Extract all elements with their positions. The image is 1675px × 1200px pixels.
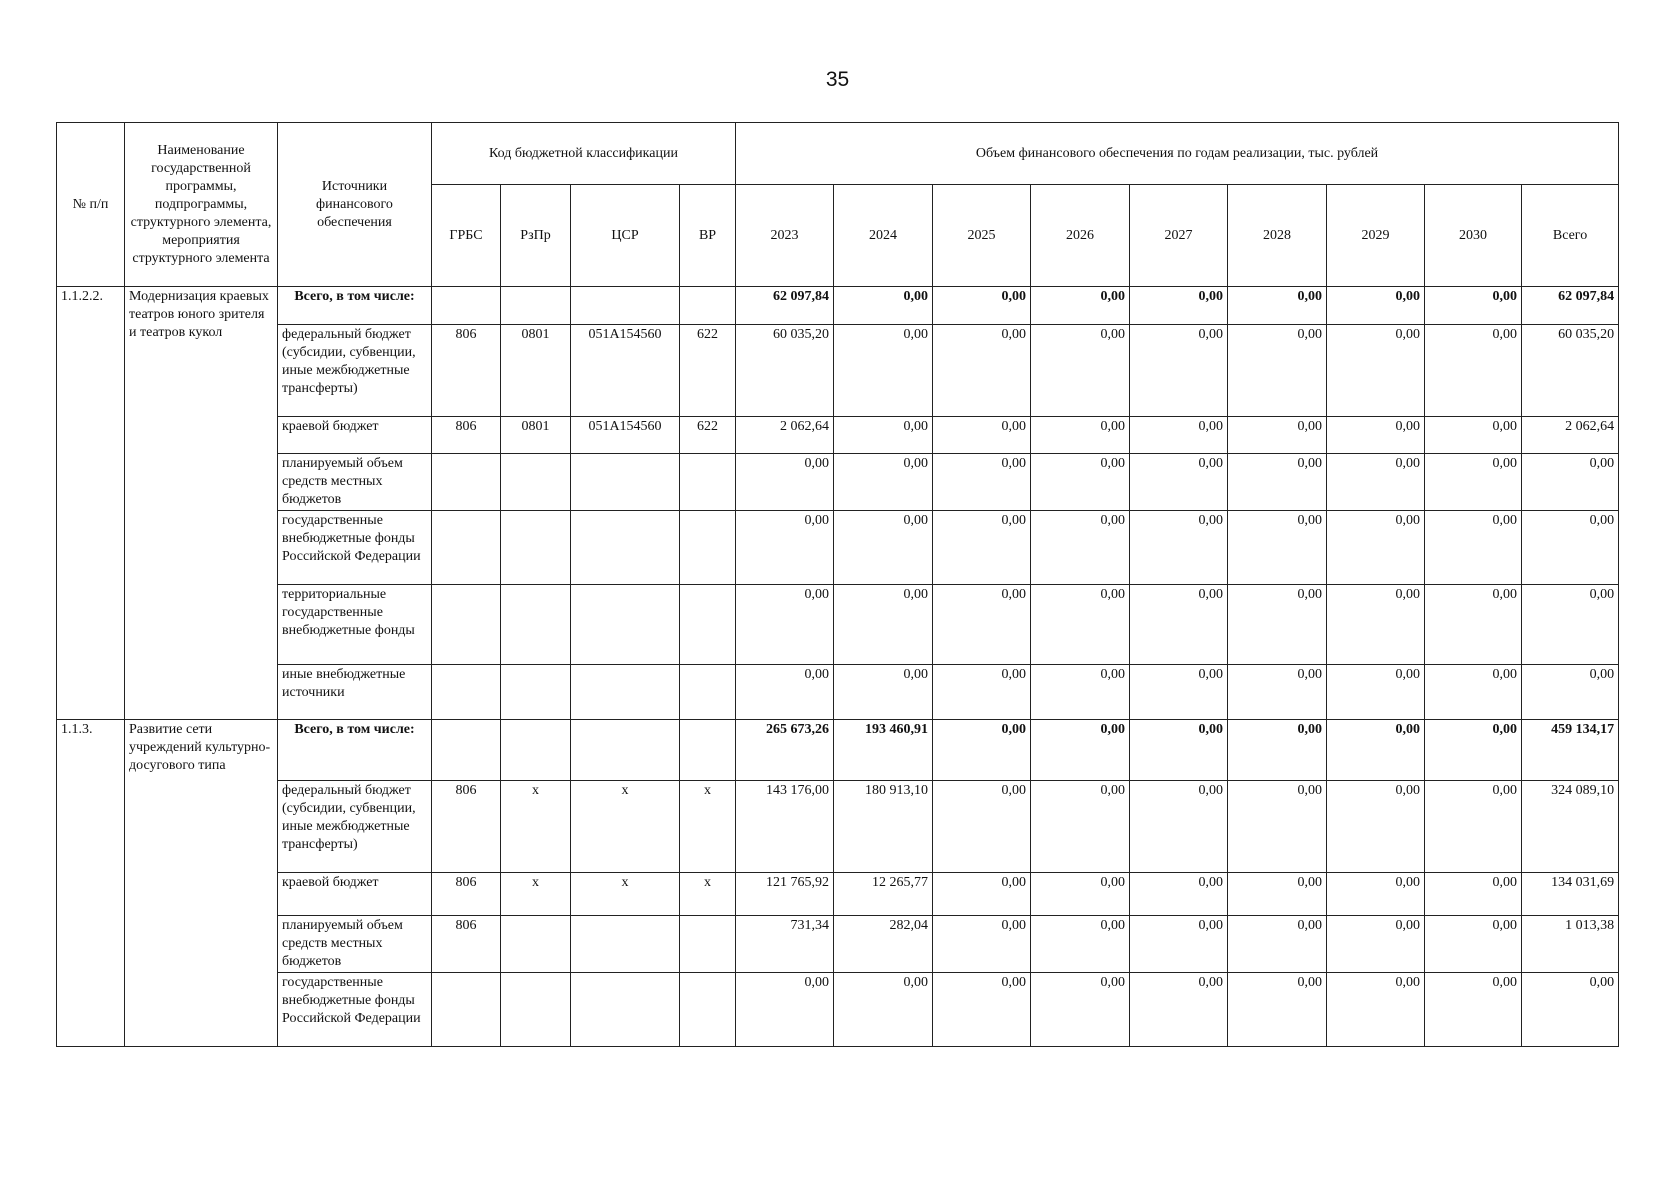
- code-vr: [680, 916, 736, 973]
- value-year-2023: 60 035,20: [736, 325, 834, 417]
- header-year-2026: 2026: [1031, 185, 1130, 287]
- value-year-2027: 0,00: [1130, 916, 1228, 973]
- value-total: 0,00: [1522, 585, 1619, 665]
- table-row: [57, 417, 1619, 454]
- header-csr: ЦСР: [571, 185, 680, 287]
- value-year-2025: 0,00: [933, 287, 1031, 325]
- value-year-2025: 0,00: [933, 781, 1031, 873]
- value-year-2028: 0,00: [1228, 873, 1327, 916]
- table-row: [57, 325, 1619, 417]
- value-year-2028: 0,00: [1228, 454, 1327, 511]
- value-year-2028: 0,00: [1228, 720, 1327, 781]
- value-year-2029: 0,00: [1327, 287, 1425, 325]
- code-rzpr: 0801: [501, 325, 571, 417]
- code-csr: 051A154560: [571, 325, 680, 417]
- code-vr: [680, 454, 736, 511]
- code-rzpr: [501, 973, 571, 1047]
- value-year-2030: 0,00: [1425, 585, 1522, 665]
- value-year-2025: 0,00: [933, 325, 1031, 417]
- section-number: 1.1.3.: [57, 720, 125, 1047]
- value-year-2030: 0,00: [1425, 973, 1522, 1047]
- funding-source: государственные внебюджетные фонды Российской Федерации: [278, 511, 432, 585]
- funding-source: федеральный бюджет (субсидии, субвенции, иные межбюджетные трансферты): [278, 325, 432, 417]
- value-year-2029: 0,00: [1327, 454, 1425, 511]
- header-rzpr: РзПр: [501, 185, 571, 287]
- table-row: [57, 454, 1619, 511]
- code-grbs: [432, 973, 501, 1047]
- value-year-2024: 0,00: [834, 417, 933, 454]
- value-year-2025: 0,00: [933, 873, 1031, 916]
- value-year-2029: 0,00: [1327, 720, 1425, 781]
- header-year-2024: 2024: [834, 185, 933, 287]
- code-grbs: [432, 454, 501, 511]
- code-rzpr: х: [501, 873, 571, 916]
- value-year-2026: 0,00: [1031, 665, 1130, 720]
- value-year-2023: 265 673,26: [736, 720, 834, 781]
- code-vr: [680, 973, 736, 1047]
- value-year-2029: 0,00: [1327, 665, 1425, 720]
- header-year-2025: 2025: [933, 185, 1031, 287]
- value-year-2024: 12 265,77: [834, 873, 933, 916]
- funding-source: иные внебюджетные источники: [278, 665, 432, 720]
- code-rzpr: [501, 454, 571, 511]
- value-year-2027: 0,00: [1130, 454, 1228, 511]
- header-kbk: Код бюджетной классификации: [432, 123, 736, 185]
- code-rzpr: [501, 720, 571, 781]
- table-header: [57, 123, 1619, 287]
- header-total: Всего: [1522, 185, 1619, 287]
- funding-source: Всего, в том числе:: [278, 720, 432, 781]
- value-year-2024: 193 460,91: [834, 720, 933, 781]
- value-year-2030: 0,00: [1425, 665, 1522, 720]
- code-rzpr: [501, 916, 571, 973]
- section-name: Модернизация краевых театров юного зрителя и театров кукол: [125, 287, 278, 720]
- code-vr: х: [680, 781, 736, 873]
- table-row: [57, 511, 1619, 585]
- value-total: 324 089,10: [1522, 781, 1619, 873]
- table-row: [57, 585, 1619, 665]
- value-year-2029: 0,00: [1327, 511, 1425, 585]
- value-year-2026: 0,00: [1031, 916, 1130, 973]
- value-year-2026: 0,00: [1031, 454, 1130, 511]
- value-year-2030: 0,00: [1425, 287, 1522, 325]
- header-num: № п/п: [57, 123, 125, 287]
- value-year-2024: 0,00: [834, 665, 933, 720]
- value-year-2028: 0,00: [1228, 287, 1327, 325]
- value-total: 0,00: [1522, 454, 1619, 511]
- value-year-2028: 0,00: [1228, 973, 1327, 1047]
- code-grbs: 806: [432, 417, 501, 454]
- code-csr: [571, 665, 680, 720]
- value-year-2028: 0,00: [1228, 781, 1327, 873]
- code-grbs: 806: [432, 916, 501, 973]
- code-grbs: [432, 287, 501, 325]
- value-year-2030: 0,00: [1425, 916, 1522, 973]
- code-rzpr: х: [501, 781, 571, 873]
- value-year-2023: 0,00: [736, 454, 834, 511]
- value-year-2025: 0,00: [933, 973, 1031, 1047]
- code-grbs: 806: [432, 781, 501, 873]
- code-csr: [571, 973, 680, 1047]
- header-volume: Объем финансового обеспечения по годам реализации, тыс. рублей: [736, 123, 1619, 185]
- value-year-2025: 0,00: [933, 720, 1031, 781]
- value-year-2023: 143 176,00: [736, 781, 834, 873]
- table-row: [57, 781, 1619, 873]
- header-year-2027: 2027: [1130, 185, 1228, 287]
- value-year-2027: 0,00: [1130, 781, 1228, 873]
- value-year-2023: 2 062,64: [736, 417, 834, 454]
- value-year-2023: 121 765,92: [736, 873, 834, 916]
- value-year-2025: 0,00: [933, 665, 1031, 720]
- value-year-2028: 0,00: [1228, 665, 1327, 720]
- value-year-2024: 0,00: [834, 511, 933, 585]
- value-total: 0,00: [1522, 665, 1619, 720]
- value-year-2030: 0,00: [1425, 417, 1522, 454]
- value-total: 1 013,38: [1522, 916, 1619, 973]
- value-year-2027: 0,00: [1130, 325, 1228, 417]
- value-total: 60 035,20: [1522, 325, 1619, 417]
- value-year-2029: 0,00: [1327, 973, 1425, 1047]
- funding-source: территориальные государственные внебюджетные фонды: [278, 585, 432, 665]
- value-year-2028: 0,00: [1228, 325, 1327, 417]
- header-year-2028: 2028: [1228, 185, 1327, 287]
- table-row: [57, 873, 1619, 916]
- funding-source: планируемый объем средств местных бюджетов: [278, 454, 432, 511]
- value-year-2030: 0,00: [1425, 454, 1522, 511]
- value-year-2027: 0,00: [1130, 511, 1228, 585]
- value-year-2030: 0,00: [1425, 781, 1522, 873]
- code-rzpr: [501, 511, 571, 585]
- value-year-2025: 0,00: [933, 417, 1031, 454]
- value-year-2026: 0,00: [1031, 720, 1130, 781]
- value-year-2028: 0,00: [1228, 916, 1327, 973]
- table-row: [57, 720, 1619, 781]
- code-csr: [571, 511, 680, 585]
- funding-source: планируемый объем средств местных бюджетов: [278, 916, 432, 973]
- value-year-2024: 0,00: [834, 454, 933, 511]
- header-grbs: ГРБС: [432, 185, 501, 287]
- header-vr: ВР: [680, 185, 736, 287]
- header-year-2029: 2029: [1327, 185, 1425, 287]
- value-year-2024: 0,00: [834, 287, 933, 325]
- value-year-2028: 0,00: [1228, 511, 1327, 585]
- code-vr: 622: [680, 325, 736, 417]
- value-year-2030: 0,00: [1425, 873, 1522, 916]
- funding-source: краевой бюджет: [278, 417, 432, 454]
- funding-source: Всего, в том числе:: [278, 287, 432, 325]
- value-year-2028: 0,00: [1228, 417, 1327, 454]
- value-year-2024: 0,00: [834, 325, 933, 417]
- value-total: 62 097,84: [1522, 287, 1619, 325]
- table-row: [57, 665, 1619, 720]
- value-year-2025: 0,00: [933, 585, 1031, 665]
- code-grbs: [432, 720, 501, 781]
- funding-source: государственные внебюджетные фонды Российской Федерации: [278, 973, 432, 1047]
- code-vr: [680, 287, 736, 325]
- value-year-2027: 0,00: [1130, 873, 1228, 916]
- table-row: [57, 287, 1619, 325]
- value-year-2025: 0,00: [933, 916, 1031, 973]
- value-year-2029: 0,00: [1327, 325, 1425, 417]
- value-year-2026: 0,00: [1031, 511, 1130, 585]
- value-year-2027: 0,00: [1130, 417, 1228, 454]
- budget-table: [56, 122, 1619, 1047]
- code-rzpr: [501, 585, 571, 665]
- value-year-2023: 0,00: [736, 665, 834, 720]
- code-rzpr: [501, 287, 571, 325]
- value-total: 0,00: [1522, 973, 1619, 1047]
- value-year-2029: 0,00: [1327, 417, 1425, 454]
- value-year-2023: 62 097,84: [736, 287, 834, 325]
- code-vr: 622: [680, 417, 736, 454]
- value-year-2024: 0,00: [834, 585, 933, 665]
- value-year-2027: 0,00: [1130, 973, 1228, 1047]
- code-vr: х: [680, 873, 736, 916]
- value-year-2023: 0,00: [736, 511, 834, 585]
- value-year-2026: 0,00: [1031, 973, 1130, 1047]
- code-vr: [680, 511, 736, 585]
- value-year-2026: 0,00: [1031, 781, 1130, 873]
- value-year-2030: 0,00: [1425, 720, 1522, 781]
- code-csr: [571, 585, 680, 665]
- funding-source: краевой бюджет: [278, 873, 432, 916]
- value-year-2027: 0,00: [1130, 665, 1228, 720]
- value-year-2028: 0,00: [1228, 585, 1327, 665]
- header-year-2023: 2023: [736, 185, 834, 287]
- value-year-2027: 0,00: [1130, 585, 1228, 665]
- value-year-2029: 0,00: [1327, 873, 1425, 916]
- code-vr: [680, 665, 736, 720]
- value-year-2030: 0,00: [1425, 511, 1522, 585]
- code-csr: 051A154560: [571, 417, 680, 454]
- value-year-2029: 0,00: [1327, 916, 1425, 973]
- code-grbs: [432, 585, 501, 665]
- funding-source: федеральный бюджет (субсидии, субвенции, иные межбюджетные трансферты): [278, 781, 432, 873]
- value-year-2023: 731,34: [736, 916, 834, 973]
- value-year-2027: 0,00: [1130, 720, 1228, 781]
- page-number: 35: [825, 68, 850, 91]
- section-name: Развитие сети учреждений культурно-досугового типа: [125, 720, 278, 1047]
- value-year-2026: 0,00: [1031, 325, 1130, 417]
- value-year-2027: 0,00: [1130, 287, 1228, 325]
- value-year-2024: 282,04: [834, 916, 933, 973]
- value-year-2025: 0,00: [933, 454, 1031, 511]
- code-rzpr: 0801: [501, 417, 571, 454]
- value-year-2026: 0,00: [1031, 417, 1130, 454]
- table-body: [57, 287, 1619, 1047]
- code-grbs: 806: [432, 325, 501, 417]
- code-csr: [571, 720, 680, 781]
- value-year-2024: 0,00: [834, 973, 933, 1047]
- code-grbs: 806: [432, 873, 501, 916]
- value-year-2023: 0,00: [736, 585, 834, 665]
- value-total: 0,00: [1522, 511, 1619, 585]
- value-year-2023: 0,00: [736, 973, 834, 1047]
- value-year-2030: 0,00: [1425, 325, 1522, 417]
- value-year-2024: 180 913,10: [834, 781, 933, 873]
- header-year-2030: 2030: [1425, 185, 1522, 287]
- value-year-2025: 0,00: [933, 511, 1031, 585]
- value-total: 459 134,17: [1522, 720, 1619, 781]
- code-csr: [571, 454, 680, 511]
- code-grbs: [432, 511, 501, 585]
- table-row: [57, 973, 1619, 1047]
- table-row: [57, 916, 1619, 973]
- code-vr: [680, 720, 736, 781]
- code-csr: х: [571, 781, 680, 873]
- code-grbs: [432, 665, 501, 720]
- code-rzpr: [501, 665, 571, 720]
- code-vr: [680, 585, 736, 665]
- value-total: 2 062,64: [1522, 417, 1619, 454]
- section-number: 1.1.2.2.: [57, 287, 125, 720]
- value-year-2029: 0,00: [1327, 585, 1425, 665]
- code-csr: [571, 916, 680, 973]
- code-csr: [571, 287, 680, 325]
- value-year-2029: 0,00: [1327, 781, 1425, 873]
- header-sources: Источники финансового обеспечения: [278, 123, 432, 287]
- value-total: 134 031,69: [1522, 873, 1619, 916]
- value-year-2026: 0,00: [1031, 585, 1130, 665]
- code-csr: х: [571, 873, 680, 916]
- value-year-2026: 0,00: [1031, 873, 1130, 916]
- header-name: Наименование государственной программы, подпрограммы, структурного элемента, мероприятия структурного элемента: [125, 123, 278, 287]
- value-year-2026: 0,00: [1031, 287, 1130, 325]
